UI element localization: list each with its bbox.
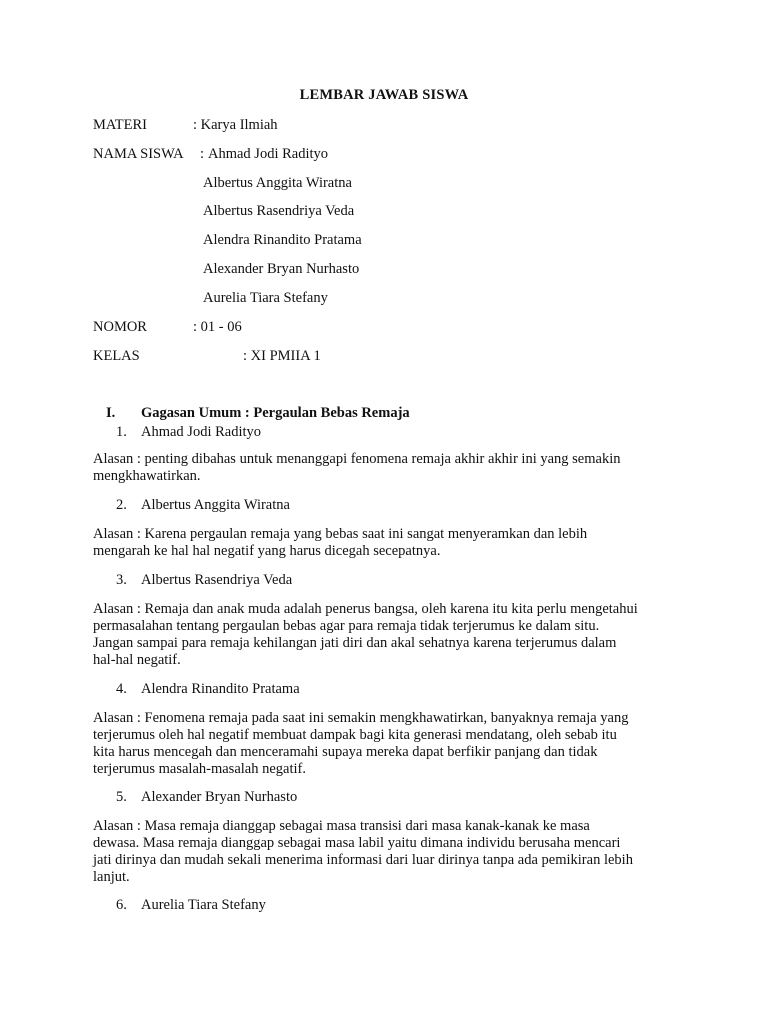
reason-line: mengarah ke hal hal negatif yang harus dicegah secepatnya. <box>93 543 441 559</box>
reason-line: Alasan : Remaja dan anak muda adalah penerus bangsa, oleh karena itu kita perlu mengetahui <box>93 601 638 617</box>
reason-line: Jangan sampai para remaja kehilangan jati diri dan akal sehatnya karena terjerumus dalam <box>93 635 617 651</box>
reason-paragraph <box>93 710 673 778</box>
item-number: 6. <box>116 897 127 913</box>
nama-label: NAMA SISWA <box>93 146 184 162</box>
item-name: Ahmad Jodi Radityo <box>141 424 262 440</box>
reason-line: jati dirinya dan mudah sekali menerima informasi dari luar dirinya tanpa ada pemikiran lebih <box>93 852 633 868</box>
materi-label: MATERI <box>93 117 147 133</box>
item-name: Alendra Rinandito Pratama <box>141 681 300 697</box>
materi-value: : Karya Ilmiah <box>193 117 278 133</box>
student-name: Alexander Bryan Nurhasto <box>203 261 360 277</box>
item-number: 2. <box>116 497 127 513</box>
nomor-value: : 01 - 06 <box>193 319 242 335</box>
item-number: 5. <box>116 789 127 805</box>
item-number: 1. <box>116 424 127 440</box>
reason-line: terjerumus masalah-masalah negatif. <box>93 761 306 777</box>
reason-line: lanjut. <box>93 869 130 885</box>
reason-line: hal-hal negatif. <box>93 652 181 668</box>
student-name: Alendra Rinandito Pratama <box>203 232 362 248</box>
reason-line: permasalahan tentang pergaulan bebas agar para remaja tidak terjerumus ke dalam situ. <box>93 618 600 634</box>
reason-paragraph <box>93 451 673 485</box>
item-name: Alexander Bryan Nurhasto <box>141 789 298 805</box>
reason-paragraph <box>93 526 673 560</box>
reason-paragraph <box>93 818 673 886</box>
section-title: Gagasan Umum : Pergaulan Bebas Remaja <box>141 405 410 421</box>
item-name: Albertus Anggita Wiratna <box>141 497 290 513</box>
item-name: Aurelia Tiara Stefany <box>141 897 266 913</box>
nama-colon: : <box>200 146 205 162</box>
student-name: Albertus Anggita Wiratna <box>203 175 352 191</box>
reason-line: Alasan : penting dibahas untuk menanggapi fenomena remaja akhir akhir ini yang semakin <box>93 451 621 467</box>
nomor-label: NOMOR <box>93 319 147 335</box>
document-title: LEMBAR JAWAB SISWA <box>299 87 469 103</box>
item-number: 4. <box>116 681 127 697</box>
reason-line: mengkhawatirkan. <box>93 468 201 484</box>
reason-line: Alasan : Fenomena remaja pada saat ini semakin mengkhawatirkan, banyaknya remaja yang <box>93 710 629 726</box>
kelas-label: KELAS <box>93 348 140 364</box>
student-name: Albertus Rasendriya Veda <box>203 203 355 219</box>
section-number: I. <box>106 405 116 421</box>
item-name: Albertus Rasendriya Veda <box>141 572 293 588</box>
student-name: Aurelia Tiara Stefany <box>203 290 328 306</box>
student-name: Ahmad Jodi Radityo <box>208 146 329 162</box>
reason-line: terjerumus oleh hal negatif membuat dampak bagi kita generasi mendatang, oleh sebab itu <box>93 727 617 743</box>
reason-line: Alasan : Masa remaja dianggap sebagai masa transisi dari masa kanak-kanak ke masa <box>93 818 590 834</box>
kelas-value: : XI PMIIA 1 <box>243 348 321 364</box>
reason-line: kita harus mencegah dan menceramahi supaya mereka dapat berfikir panjang dan tidak <box>93 744 598 760</box>
reason-line: Alasan : Karena pergaulan remaja yang bebas saat ini sangat menyeramkan dan lebih <box>93 526 588 542</box>
reason-paragraph <box>93 601 673 669</box>
reason-line: dewasa. Masa remaja dianggap sebagai masa labil yaitu dimana individu berusaha mencari <box>93 835 621 851</box>
item-number: 3. <box>116 572 127 588</box>
